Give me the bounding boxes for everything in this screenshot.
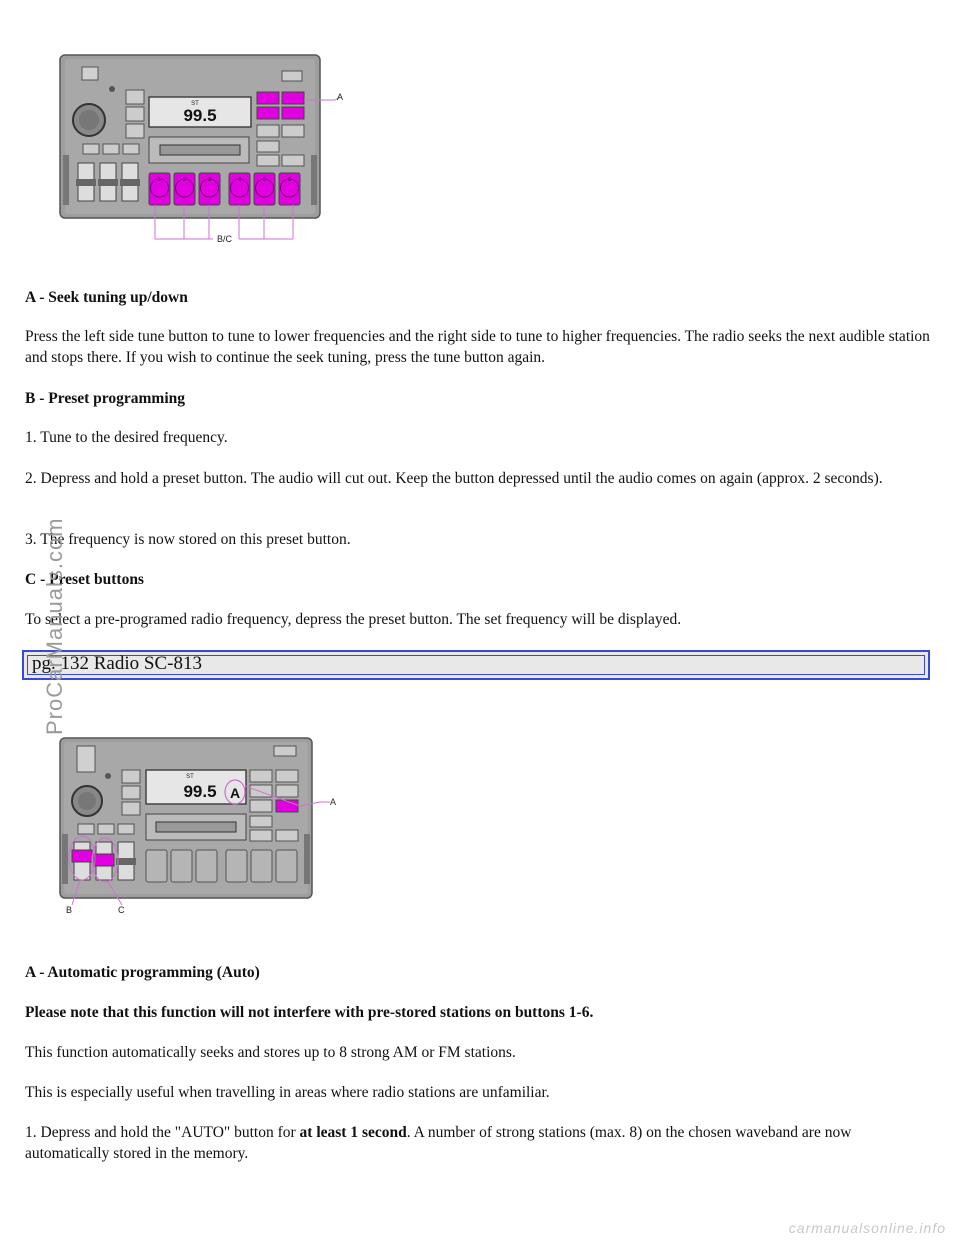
paragraph-auto-useful: This is especially useful when travelling in areas where radio stations are unfamiliar. [25, 1084, 550, 1101]
display2-small-text: ST [186, 774, 194, 780]
preset-number-3: 3 [208, 177, 211, 183]
step-tune-frequency: 1. Tune to the desired frequency. [25, 429, 228, 446]
paragraph-auto-seek: This function automatically seeks and stores up to 8 strong AM or FM stations. [25, 1044, 516, 1061]
heading-preset-programming: B - Preset programming [25, 390, 185, 407]
step-hold-auto-pre: 1. Depress and hold the "AUTO" button for [25, 1124, 300, 1141]
seek-down-button[interactable] [257, 92, 279, 104]
side-watermark: ProCarManuals.com [42, 517, 67, 735]
display2-frequency: 99.5 [183, 782, 217, 801]
step-frequency-stored: 3. The frequency is now stored on this preset button. [25, 531, 351, 548]
bass-slider-knob[interactable] [72, 850, 92, 862]
preset-number-2: 2 [183, 177, 186, 183]
heading-seek-tuning: A - Seek tuning up/down [25, 289, 188, 306]
preset-number-6: 6 [288, 177, 291, 183]
preset-number-1: 1 [158, 177, 161, 183]
radio-figure-seek-preset [45, 45, 365, 250]
seek-up-button[interactable] [282, 92, 304, 104]
display-small-text: ST [191, 101, 199, 107]
heading-auto-programming: A - Automatic programming (Auto) [25, 964, 260, 981]
step-hold-auto [25, 1122, 930, 1164]
fig2-callout-label-c: C [118, 905, 125, 915]
footer-watermark: carmanualsonline.info [788, 1220, 946, 1236]
callout-label-bc: B/C [217, 234, 233, 244]
display2-mode-letter: A [229, 785, 241, 801]
callout-label-a: A [337, 92, 344, 102]
paragraph-preset-buttons: To select a pre-programed radio frequency, depress the preset button. The set frequency will be displayed. [25, 611, 682, 628]
page-banner-text: pg. 132 Radio SC-813 [32, 653, 202, 674]
preset-number-4: 4 [238, 177, 241, 183]
preset-number-5: 5 [263, 177, 266, 183]
fig2-callout-label-a: A [330, 797, 337, 807]
display-frequency: 99.5 [183, 106, 217, 125]
step-hold-preset: 2. Depress and hold a preset button. The audio will cut out. Keep the button depressed until the audio comes on again (approx. 2 seconds). [25, 470, 883, 487]
step-hold-auto-post: . A number of strong stations (max. 8) on the chosen waveband are now automatically stored in the memory. [25, 1124, 852, 1162]
treble-slider-knob[interactable] [94, 854, 114, 866]
page-banner [22, 650, 930, 680]
paragraph-seek-tuning: Press the left side tune button to tune to lower frequencies and the right side to tune to higher frequencies. The radio seeks the next audible station and stops there. If you wish to continue the seek tuning, press the tune button again. [25, 328, 930, 366]
note-auto-programming: Please note that this function will not interfere with pre-stored stations on buttons 1-6. [25, 1004, 594, 1021]
radio-figure-auto [50, 730, 350, 920]
heading-preset-buttons: C - Preset buttons [25, 571, 144, 588]
fig2-callout-label-b: B [66, 905, 73, 915]
step-hold-auto-bold: at least 1 second [299, 1124, 407, 1141]
